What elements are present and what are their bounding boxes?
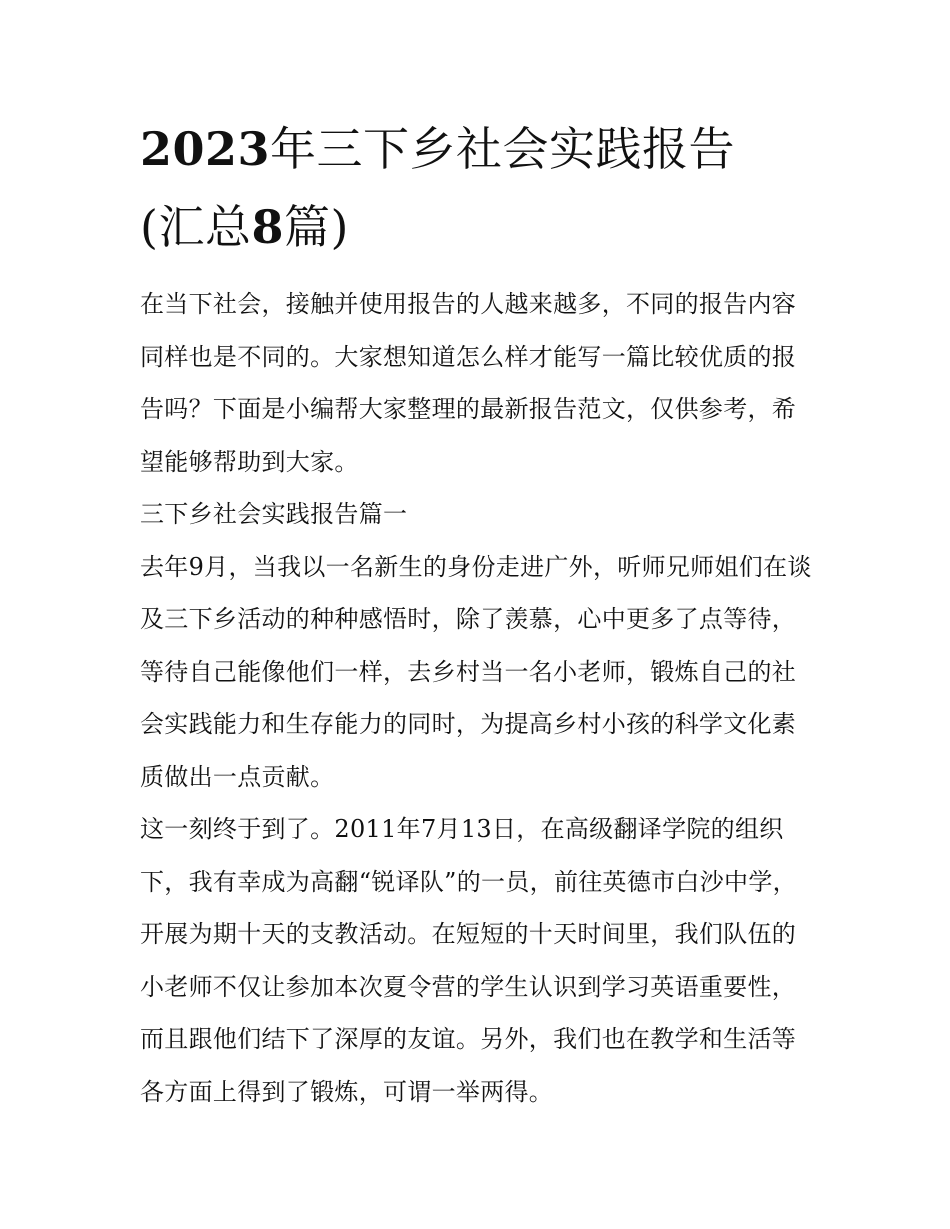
document-content — [140, 110, 812, 1118]
intro-paragraph: 在当下社会，接触并使用报告的人越来越多，不同的报告内容同样也是不同的。大家想知道怎么样才能写一篇比较优质的报告吗？下面是小编帮大家整理的最新报告范文，仅供参考，希望能够帮助到大家。 — [140, 290, 797, 476]
document-title — [140, 110, 812, 266]
section-heading: 三下乡社会实践报告篇一 — [140, 500, 408, 528]
title-count: 8 — [251, 200, 284, 254]
title-year: 2023 — [140, 122, 271, 176]
title-main: 年三下乡社会实践报告 — [270, 122, 736, 176]
body-paragraph-2: 这一刻终于到了。2011年7月13日，在高级翻译学院的组织下，我有幸成为高翻“锐译队”的一员，前往英德市白沙中学，开展为期十天的支教活动。在短短的十天时间里，我们队伍的小老师不仅让参加本次夏令营的学生认识到学习英语重要性，而且跟他们结下了深厚的友谊。另外，我们也在教学和生活等各方面上得到了锻炼，可谓一举两得。 — [140, 815, 797, 1106]
body-paragraph-1: 去年9月，当我以一名新生的身份走进广外，听师兄师姐们在谈及三下乡活动的种种感悟时，除了羡慕，心中更多了点等待，等待自己能像他们一样，去乡村当一名小老师，锻炼自己的社会实践能力和生存能力的同时，为提高乡村小孩的科学文化素质做出一点贡献。 — [140, 552, 812, 791]
document-body — [140, 278, 812, 1118]
title-open: (汇总 — [140, 200, 252, 254]
title-close: 篇) — [283, 200, 349, 254]
